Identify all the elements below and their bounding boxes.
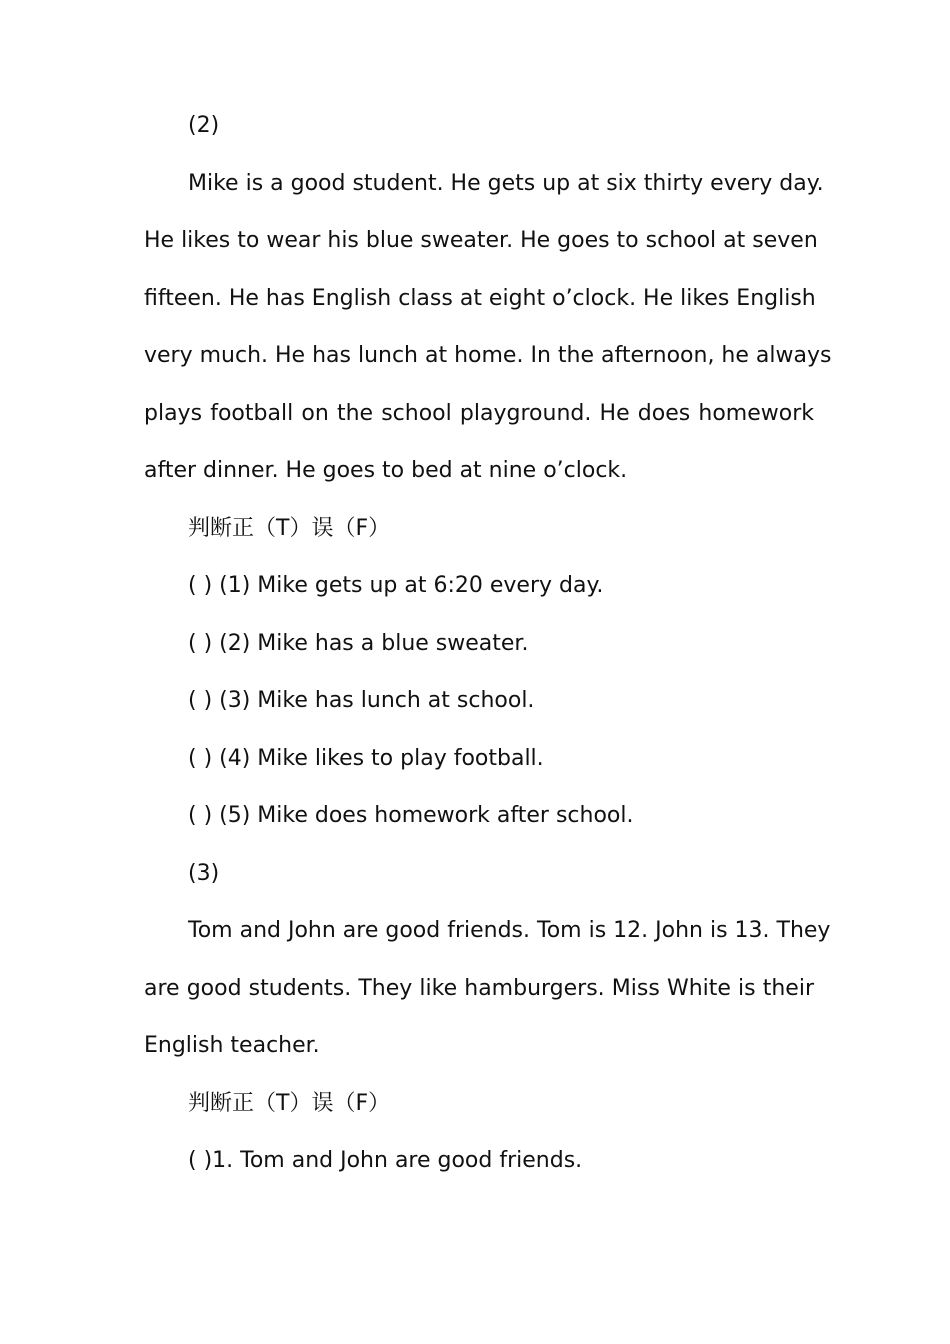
question-item: ( ) (1) Mike gets up at 6:20 every day.: [188, 573, 604, 598]
question-item: ( ) (4) Mike likes to play football.: [188, 746, 544, 771]
passage-line: are good students. They like hamburgers. Miss White is their: [144, 976, 814, 1001]
passage-line: fifteen. He has English class at eight o’clock. He likes English: [144, 286, 816, 311]
question-item: ( )1. Tom and John are good friends.: [188, 1148, 583, 1173]
section-number: (3): [188, 861, 220, 886]
question-item: ( ) (5) Mike does homework after school.: [188, 803, 634, 828]
passage-line: Mike is a good student. He gets up at six thirty every day.: [188, 171, 824, 196]
section-number: (2): [188, 113, 220, 138]
instruction: 判断正（T）误（F）: [188, 1091, 391, 1116]
passage-line: very much. He has lunch at home. In the afternoon, he always: [144, 343, 832, 368]
passage-line: plays football on the school playground. He does homework: [144, 401, 814, 426]
question-item: ( ) (2) Mike has a blue sweater.: [188, 631, 529, 656]
instruction: 判断正（T）误（F）: [188, 516, 391, 541]
question-item: ( ) (3) Mike has lunch at school.: [188, 688, 535, 713]
passage-line: Tom and John are good friends. Tom is 12. John is 13. They: [188, 918, 831, 943]
passage-line: He likes to wear his blue sweater. He goes to school at seven: [144, 228, 818, 253]
passage-line: after dinner. He goes to bed at nine o’clock.: [144, 458, 628, 483]
passage-line: English teacher.: [144, 1033, 320, 1058]
